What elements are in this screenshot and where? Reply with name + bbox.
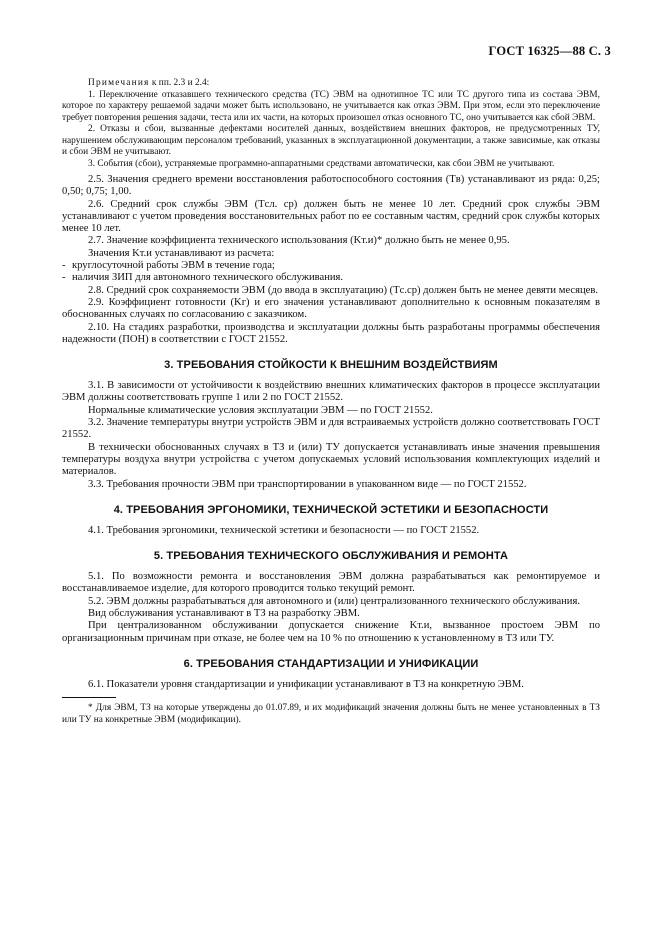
footnote: * Для ЭВМ, ТЗ на которые утверждены до 01.07.89, и их модификаций значения должны быть не менее установленных в ТЗ или ТУ на конкретные ЭВМ (модификации). <box>62 703 600 725</box>
section-6-title: 6. ТРЕБОВАНИЯ СТАНДАРТИЗАЦИИ И УНИФИКАЦИИ <box>183 657 479 670</box>
clause-2-8: 2.8. Средний срок сохраняемости ЭВМ (до ввода в эксплуатацию) (Tс.ср) должен быть не менее девяти месяцев. <box>88 284 599 296</box>
clause-3-2: 3.2. Значение температуры внутри устройств ЭВМ и для встраиваемых устройств должно соответствовать ГОСТ 21552. <box>62 417 600 441</box>
clause-2-5: 2.5. Значения среднего времени восстановления работоспособного состояния (Tв) устанавливают из ряда: 0,25; 0,50; 0,75; 1,00. <box>62 174 600 198</box>
clause-2-10: 2.10. На стадиях разработки, производства и эксплуатации должны быть разработаны программы обеспечения надежности (ПОН) в соответствии с ГОСТ 21552. <box>62 321 600 345</box>
clause-3-3: 3.3. Требования прочности ЭВМ при транспортировании в упакованном виде — по ГОСТ 21552. <box>88 478 527 490</box>
list-item: - наличия ЗИП для автономного технического обслуживания. <box>62 272 344 284</box>
clause-3-1: 3.1. В зависимости от устойчивости к воздействию внешних климатических факторов в процессе эксплуатации ЭВМ должны соответствовать группе 1 или 2 по ГОСТ 21552. <box>62 380 600 404</box>
list-item-text: наличия ЗИП для автономного технического обслуживания. <box>72 272 344 284</box>
page-content <box>62 78 600 726</box>
note-3: 3. События (сбои), устраняемые программно-аппаратными средствами автоматически, как сбои ЭВМ не учитывают. <box>88 158 555 169</box>
section-5-title: 5. ТРЕБОВАНИЯ ТЕХНИЧЕСКОГО ОБСЛУЖИВАНИЯ И РЕМОНТА <box>153 550 509 563</box>
note-1: 1. Переключение отказавшего технического средства (ТС) ЭВМ на однотипное ТС или ТС другого типа из состава ЭВМ, которое по характеру решаемой задачи может быть использовано, не учитывается как отказ ЭВМ. При этом, если это переключение требует повторения решения задачи, теста или их части, на которых произошел отказ основного ТС, оно учитывается как сбой ЭВМ. <box>62 89 600 123</box>
clause-5-2-type: Вид обслуживания устанавливают в ТЗ на разработку ЭВМ. <box>88 608 360 620</box>
clause-4-1: 4.1. Требования эргономики, технической эстетики и безопасности — по ГОСТ 21552. <box>88 524 480 536</box>
clause-2-7: 2.7. Значение коэффициента технического использования (Kт.и)* должно быть не менее 0,95. <box>88 235 510 247</box>
clause-2-9: 2.9. Коэффициент готовности (Kг) и его значения устанавливают дополнительно к основным показателям в обоснованных случаях по согласованию с заказчиком. <box>62 296 600 321</box>
clause-2-7-values: Значения Kт.и устанавливают из расчета: <box>88 247 275 259</box>
notes-heading <box>62 78 600 90</box>
note-2: 2. Отказы и сбои, вызванные дефектами носителей данных, воздействием внешних факторов, не предусмотренных ТУ, нарушением обслуживающим персоналом требований, указанных в эксплуатационной документации, а также зависимые, как отказы и сбои ЭВМ не учитывают. <box>62 124 600 157</box>
notes-heading-ref: к пп. 2.3 и 2.4: <box>149 78 210 88</box>
section-4-title: 4. ТРЕБОВАНИЯ ЭРГОНОМИКИ, ТЕХНИЧЕСКОЙ ЭСТЕТИКИ И БЕЗОПАСНОСТИ <box>113 503 549 516</box>
clause-3-2-extra: В технически обоснованных случаях в ТЗ и (или) ТУ допускается устанавливать иные значения превышения температуры воздуха внутри устройства с учетом допускаемых условий использования комплектующих изделий и материалов. <box>62 441 600 478</box>
section-3-title: 3. ТРЕБОВАНИЯ СТОЙКОСТИ К ВНЕШНИМ ВОЗДЕЙСТВИЯМ <box>164 359 498 372</box>
clause-5-2-central: При централизованном обслуживании допускается снижение Kт.и, вызванное простоем ЭВМ по организационным причинам при отказе, не более чем на 10 % по отношению к установленному в ТЗ или ТУ. <box>62 620 600 644</box>
clause-2-6: 2.6. Средний срок службы ЭВМ (Tсл. ср) должен быть не менее 10 лет. Средний срок службы ЭВМ устанавливают с учетом проведения восстановительных работ по ее составным частям, средний срок службы которых менее 10 лет. <box>62 198 600 235</box>
list-item-text: круглосуточной работы ЭВМ в течение года; <box>72 260 275 272</box>
running-header: ГОСТ 16325—88 С. 3 <box>488 44 611 58</box>
clause-5-1: 5.1. По возможности ремонта и восстановления ЭВМ должна разрабатываться как ремонтируемое и восстанавливаемое изделие, для которого проводится только текущий ремонт. <box>62 571 600 595</box>
notes-heading-label: Примечания <box>88 78 150 88</box>
list-item: - круглосуточной работы ЭВМ в течение года; <box>62 260 275 272</box>
clause-6-1: 6.1. Показатели уровня стандартизации и унификации устанавливают в ТЗ на конкретную ЭВМ. <box>88 678 524 690</box>
clause-3-1-normal: Нормальные климатические условия эксплуатации ЭВМ — по ГОСТ 21552. <box>88 404 433 416</box>
footnote-divider <box>62 697 116 698</box>
clause-5-2: 5.2. ЭВМ должны разрабатываться для автономного и (или) централизованного технического обслуживания. <box>88 595 581 607</box>
